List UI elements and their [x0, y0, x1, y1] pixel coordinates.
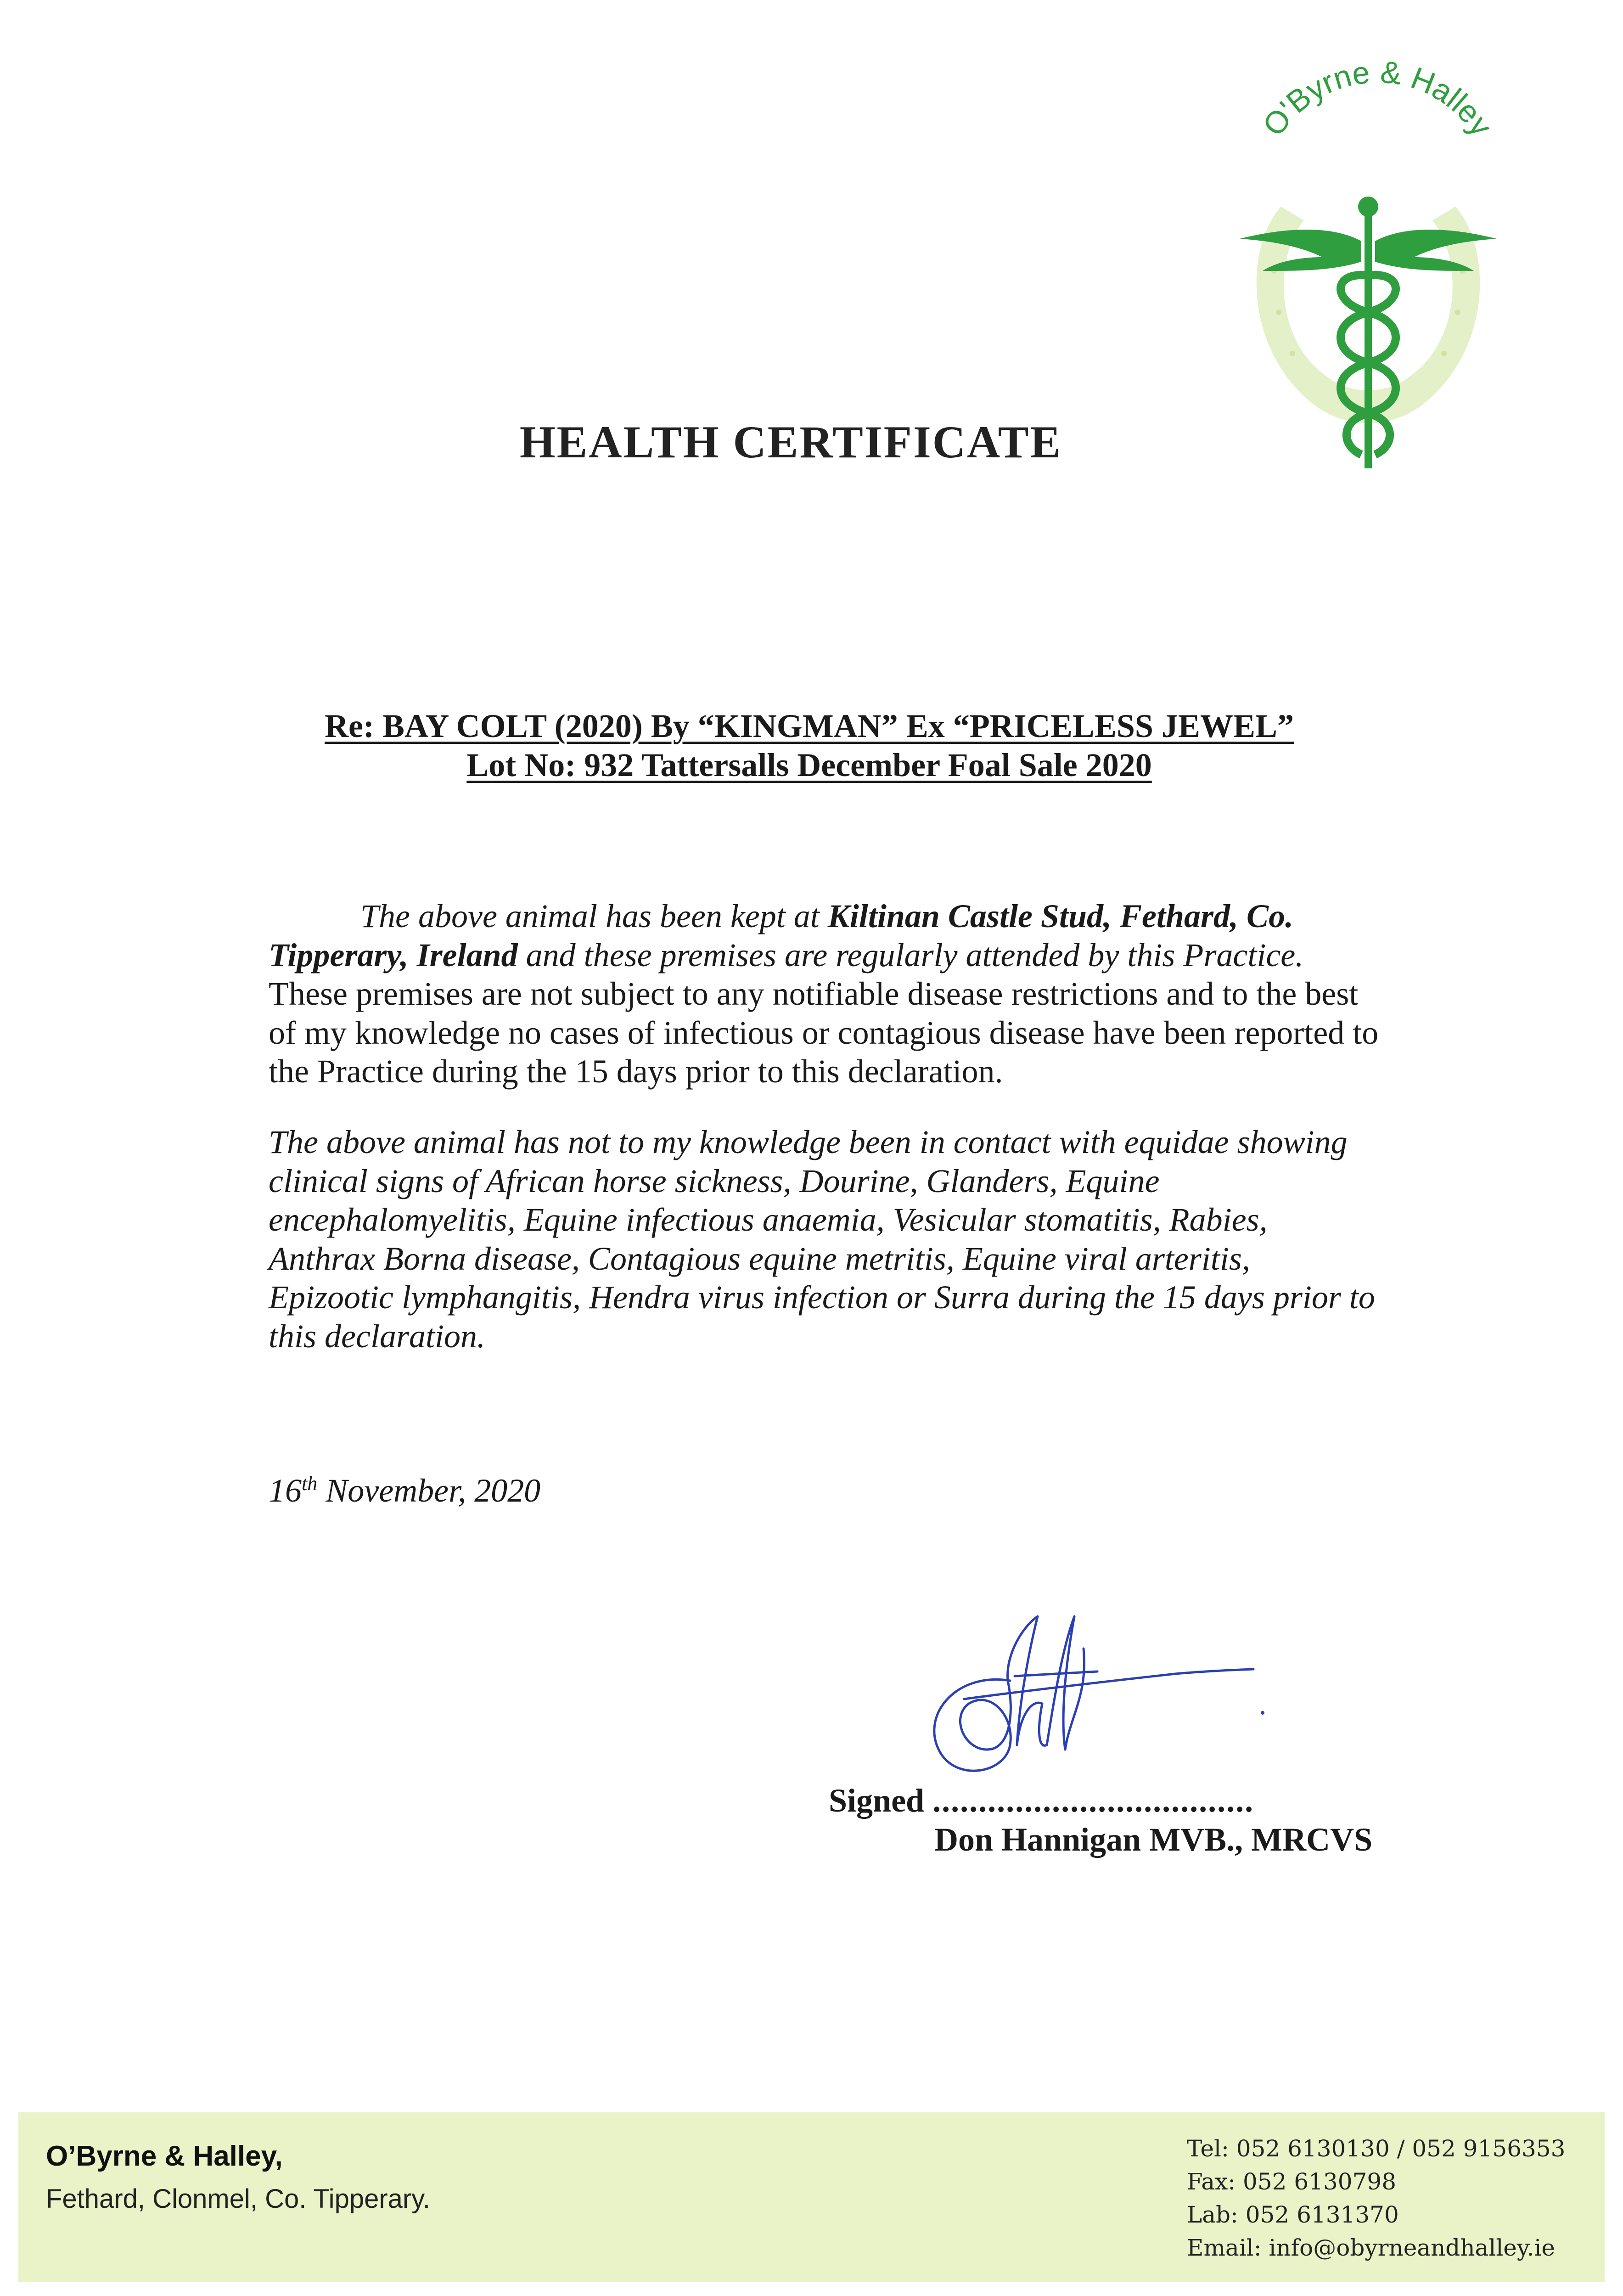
- footer-lab: Lab: 052 6131370: [1187, 2201, 1399, 2228]
- svg-text:O'Byrne & Halley: [1256, 55, 1499, 142]
- subject-line-lot: Lot No: 932 Tattersalls December Foal Sale 2020: [466, 747, 1152, 783]
- handwritten-signature: [900, 1598, 1276, 1791]
- premises-declaration: These premises are not subject to any notifiable disease restrictions and to the best of my knowledge no cases of infectious or contagious disease have been reported to the Practice during the 15 days prior to this declaration.: [269, 975, 1379, 1090]
- signature-dots: ...................................: [932, 1782, 1254, 1819]
- date-day: 16: [269, 1472, 302, 1509]
- footer-fax: Fax: 052 6130798: [1187, 2168, 1397, 2195]
- logo-text: O'Byrne & Halley: [1256, 55, 1499, 142]
- footer-address: Fethard, Clonmel, Co. Tipperary.: [46, 2184, 431, 2214]
- certificate-date: [269, 1472, 540, 1510]
- date-suffix: th: [302, 1472, 318, 1495]
- practice-logo: [1194, 55, 1543, 468]
- premises-attendance: and these premises are regularly attended by this Practice.: [517, 936, 1304, 974]
- date-rest: November, 2020: [317, 1472, 541, 1509]
- signer-name: Don Hannigan MVB., MRCVS: [934, 1821, 1373, 1858]
- page-title: HEALTH CERTIFICATE: [519, 416, 1062, 467]
- signed-label: Signed: [829, 1782, 925, 1819]
- footer-band: [18, 2112, 1605, 2282]
- contact-declaration-paragraph: The above animal has not to my knowledge been in contact with equidae showing clinical signs of African horse sickness, Dourine, Glanders, Equine encephalomyelitis, Equine infectious anaemia, Vesicular stomatitis, Rabies, Anthrax Borna disease, Contagious equine metritis, Equine viral arteritis, Epizootic lymphangitis, Hendra virus infection or Surra during the 15 days prior to this declaration.: [269, 1124, 1375, 1355]
- premises-location: Kiltinan Castle Stud, Fethard, Co. Tipperary, Ireland: [269, 898, 1294, 974]
- footer-phone: Tel: 052 6130130 / 052 9156353: [1187, 2135, 1566, 2162]
- subject-line-horse: Re: BAY COLT (2020) By “KINGMAN” Ex “PRICELESS JEWEL”: [325, 708, 1294, 744]
- premises-intro: The above animal has been kept at: [360, 898, 828, 934]
- premises-paragraph: [269, 897, 1380, 1091]
- signature-line: [829, 1782, 1254, 1820]
- footer-email[interactable]: Email: info@obyrneandhalley.ie: [1187, 2234, 1555, 2261]
- footer-practice-name: O’Byrne & Halley,: [46, 2140, 283, 2172]
